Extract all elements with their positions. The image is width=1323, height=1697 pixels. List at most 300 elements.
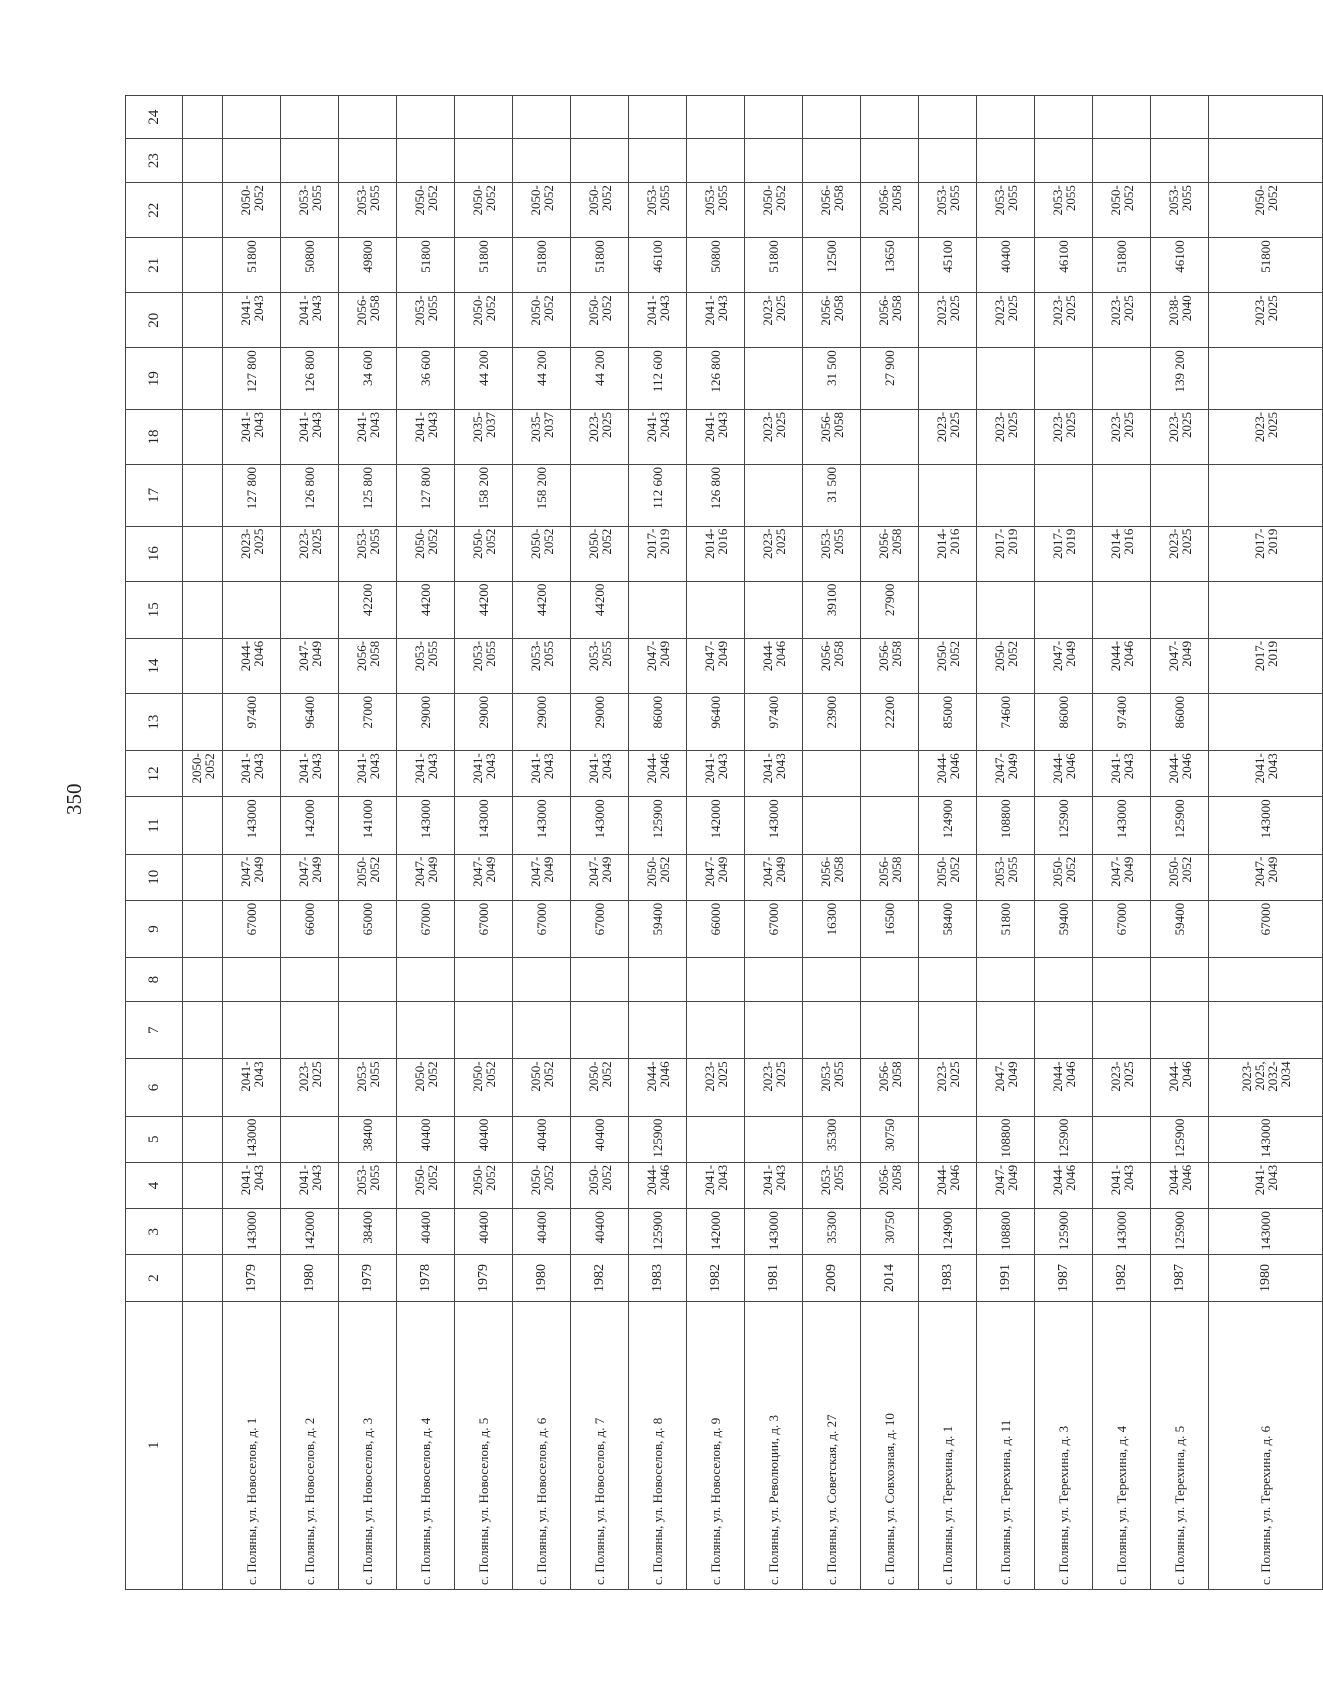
table-row-3-cell-col9: 65000: [339, 900, 397, 957]
table-row-14-cell-col22: 2053- 2055: [977, 183, 1035, 238]
table-row-18-cell-col6: 2023- 2025, 2032- 2034: [1209, 1059, 1323, 1116]
table-row-7-cell-col17: [571, 464, 629, 526]
table-row-4-cell-col17: 127 800: [397, 464, 455, 526]
table-row-3-cell-col19: 34 600: [339, 348, 397, 410]
table-row-17-cell-col9: 59400: [1151, 900, 1209, 957]
table-row-2-cell-col18: 2041- 2043: [281, 409, 339, 464]
table-row-4-cell-col15: 44200: [397, 581, 455, 638]
table-row-7-cell-col21: 51800: [571, 238, 629, 293]
table-row-9: [687, 96, 745, 1590]
table-row-16-cell-col19: [1093, 348, 1151, 410]
table-row-10-cell-col4: 2041- 2043: [745, 1162, 803, 1208]
table-row-1-cell-col16: 2023- 2025: [223, 526, 281, 581]
header-row-cell-col12: 12: [126, 751, 183, 797]
table-row-6-cell-col11: 143000: [513, 797, 571, 854]
subheader-row-cell-col2: [183, 1255, 223, 1301]
table-row-15-cell-col17: [1035, 464, 1093, 526]
table-row-5: [455, 96, 513, 1590]
table-row-3-cell-col22: 2053- 2055: [339, 183, 397, 238]
table-row-16-cell-col23: [1093, 139, 1151, 183]
table-row-15-cell-col12: 2044- 2046: [1035, 751, 1093, 797]
table-row-4-cell-col21: 51800: [397, 238, 455, 293]
table-row-16-cell-col18: 2023- 2025: [1093, 409, 1151, 464]
table-row-12-cell-col11: [861, 797, 919, 854]
table-row-16-cell-col4: 2041- 2043: [1093, 1162, 1151, 1208]
table-row-3-cell-col4: 2053- 2055: [339, 1162, 397, 1208]
table-row-11-cell-col3: 35300: [803, 1209, 861, 1255]
table-row-17-cell-col20: 2038- 2040: [1151, 293, 1209, 348]
table-row-2-cell-col8: [281, 958, 339, 1002]
table-row-17-cell-col5: 125900: [1151, 1116, 1209, 1162]
table-row-6-cell-col15: 44200: [513, 581, 571, 638]
table-row-3-cell-col20: 2056- 2058: [339, 293, 397, 348]
table-row-14-cell-col13: 74600: [977, 693, 1035, 750]
table-row-18-cell-col5: 143000: [1209, 1116, 1323, 1162]
table-row-8-cell-col24: [629, 96, 687, 139]
table-row-4-cell-col19: 36 600: [397, 348, 455, 410]
table-row-10-cell-col18: 2023- 2025: [745, 409, 803, 464]
table-row-9-cell-col10: 2047- 2049: [687, 854, 745, 900]
table-row-1-cell-col1: с. Поляны, ул. Новоселов, д. 1: [223, 1301, 281, 1589]
header-row-cell-col14: 14: [126, 638, 183, 693]
table-row-5-cell-col15: 44200: [455, 581, 513, 638]
table-row-2-cell-col20: 2041- 2043: [281, 293, 339, 348]
table-row-1-cell-col8: [223, 958, 281, 1002]
table-row-7-cell-col3: 40400: [571, 1209, 629, 1255]
table-row-16-cell-col16: 2014- 2016: [1093, 526, 1151, 581]
table-row-4-cell-col13: 29000: [397, 693, 455, 750]
table-row-14-cell-col14: 2050- 2052: [977, 638, 1035, 693]
table-row-18-cell-col13: [1209, 693, 1323, 750]
table-row-6-cell-col23: [513, 139, 571, 183]
table-row-8-cell-col16: 2017- 2019: [629, 526, 687, 581]
table-row-7-cell-col16: 2050- 2052: [571, 526, 629, 581]
table-row-18-cell-col22: 2050- 2052: [1209, 183, 1323, 238]
table-row-18-cell-col1: с. Поляны, ул. Терехина, д. 6: [1209, 1301, 1323, 1589]
table-row-5-cell-col17: 158 200: [455, 464, 513, 526]
table-row-2-cell-col10: 2047- 2049: [281, 854, 339, 900]
table-row-13-cell-col19: [919, 348, 977, 410]
table-row-16-cell-col7: [1093, 1002, 1151, 1059]
table-row-2-cell-col7: [281, 1002, 339, 1059]
table-row-6-cell-col9: 67000: [513, 900, 571, 957]
table-row-16: [1093, 96, 1151, 1590]
table-row-9-cell-col6: 2023- 2025: [687, 1059, 745, 1116]
table-row-2-cell-col1: с. Поляны, ул. Новоселов, д. 2: [281, 1301, 339, 1589]
table-row-9-cell-col3: 142000: [687, 1209, 745, 1255]
table-row-1-cell-col14: 2044- 2046: [223, 638, 281, 693]
table-row-9-cell-col23: [687, 139, 745, 183]
table-row-7-cell-col23: [571, 139, 629, 183]
table-row-1-cell-col24: [223, 96, 281, 139]
table-row-18-cell-col7: [1209, 1002, 1323, 1059]
table-row-17-cell-col1: с. Поляны, ул. Терехина, д. 5: [1151, 1301, 1209, 1589]
table-row-12-cell-col19: 27 900: [861, 348, 919, 410]
table-row-18-cell-col8: [1209, 958, 1323, 1002]
table-row-18-cell-col14: 2017- 2019: [1209, 638, 1323, 693]
table-row-10-cell-col2: 1981: [745, 1255, 803, 1301]
table-row-7-cell-col19: 44 200: [571, 348, 629, 410]
table-row-12-cell-col16: 2056- 2058: [861, 526, 919, 581]
table-row-7-cell-col4: 2050- 2052: [571, 1162, 629, 1208]
table-row-15-cell-col14: 2047- 2049: [1035, 638, 1093, 693]
table-row-13-cell-col4: 2044- 2046: [919, 1162, 977, 1208]
table-row-1-cell-col21: 51800: [223, 238, 281, 293]
table-row-3-cell-col15: 42200: [339, 581, 397, 638]
table-row-10-cell-col11: 143000: [745, 797, 803, 854]
table-row-13-cell-col16: 2014- 2016: [919, 526, 977, 581]
table-row-14-cell-col5: 108800: [977, 1116, 1035, 1162]
table-row-10-cell-col17: [745, 464, 803, 526]
table-row-11-cell-col6: 2053- 2055: [803, 1059, 861, 1116]
table-row-4-cell-col7: [397, 1002, 455, 1059]
table-row-2-cell-col6: 2023- 2025: [281, 1059, 339, 1116]
table-row-10-cell-col16: 2023- 2025: [745, 526, 803, 581]
table-row-8: [629, 96, 687, 1590]
table-row-16-cell-col24: [1093, 96, 1151, 139]
table-row-17-cell-col8: [1151, 958, 1209, 1002]
table-row-4-cell-col1: с. Поляны, ул. Новоселов, д. 4: [397, 1301, 455, 1589]
table-row-12-cell-col10: 2056- 2058: [861, 854, 919, 900]
table-row-15-cell-col5: 125900: [1035, 1116, 1093, 1162]
table-row-13-cell-col11: 124900: [919, 797, 977, 854]
table-row-10-cell-col7: [745, 1002, 803, 1059]
header-row-cell-col2: 2: [126, 1255, 183, 1301]
table-row-18-cell-col19: [1209, 348, 1323, 410]
table-row-9-cell-col21: 50800: [687, 238, 745, 293]
table-row-3-cell-col21: 49800: [339, 238, 397, 293]
table-row-7-cell-col5: 40400: [571, 1116, 629, 1162]
table-row-6-cell-col16: 2050- 2052: [513, 526, 571, 581]
table-row-8-cell-col20: 2041- 2043: [629, 293, 687, 348]
header-row-cell-col1: 1: [126, 1301, 183, 1589]
table-row-11-cell-col1: с. Поляны, ул. Советская, д. 27: [803, 1301, 861, 1589]
header-row-cell-col24: 24: [126, 96, 183, 139]
table-row-7-cell-col24: [571, 96, 629, 139]
table-row-3-cell-col13: 27000: [339, 693, 397, 750]
table-row-6-cell-col17: 158 200: [513, 464, 571, 526]
table-row-18-cell-col24: [1209, 96, 1323, 139]
table-row-2-cell-col17: 126 800: [281, 464, 339, 526]
table-row-18: [1209, 96, 1323, 1590]
table-row-2-cell-col11: 142000: [281, 797, 339, 854]
table-row-9-cell-col8: [687, 958, 745, 1002]
subheader-row-cell-col6: [183, 1059, 223, 1116]
table-row-16-cell-col9: 67000: [1093, 900, 1151, 957]
table-row-5-cell-col3: 40400: [455, 1209, 513, 1255]
table-row-4-cell-col20: 2053- 2055: [397, 293, 455, 348]
table-row-4: [397, 96, 455, 1590]
table-row-5-cell-col6: 2050- 2052: [455, 1059, 513, 1116]
table-row-11-cell-col12: [803, 751, 861, 797]
header-row-cell-col20: 20: [126, 293, 183, 348]
table-row-13-cell-col10: 2050- 2052: [919, 854, 977, 900]
table-row-12-cell-col1: с. Поляны, ул. Совхозная, д. 10: [861, 1301, 919, 1589]
table-row-14-cell-col23: [977, 139, 1035, 183]
table-row-13-cell-col7: [919, 1002, 977, 1059]
table-row-5-cell-col10: 2047- 2049: [455, 854, 513, 900]
table-row-6-cell-col1: с. Поляны, ул. Новоселов, д. 6: [513, 1301, 571, 1589]
table-row-5-cell-col24: [455, 96, 513, 139]
table-row-12-cell-col14: 2056- 2058: [861, 638, 919, 693]
table-row-4-cell-col18: 2041- 2043: [397, 409, 455, 464]
table-row-17: [1151, 96, 1209, 1590]
table-row-14-cell-col18: 2023- 2025: [977, 409, 1035, 464]
table-row-1: [223, 96, 281, 1590]
table-row-11-cell-col9: 16300: [803, 900, 861, 957]
table-row-9-cell-col22: 2053- 2055: [687, 183, 745, 238]
table-row-3-cell-col14: 2056- 2058: [339, 638, 397, 693]
table-row-12-cell-col24: [861, 96, 919, 139]
subheader-row-cell-col12: 2050- 2052: [183, 751, 223, 797]
table-row-9-cell-col7: [687, 1002, 745, 1059]
table-row-1-cell-col13: 97400: [223, 693, 281, 750]
table-row-7-cell-col2: 1982: [571, 1255, 629, 1301]
table-row-10-cell-col12: 2041- 2043: [745, 751, 803, 797]
table-row-7-cell-col8: [571, 958, 629, 1002]
table-row-9-cell-col4: 2041- 2043: [687, 1162, 745, 1208]
table-row-3-cell-col12: 2041- 2043: [339, 751, 397, 797]
table-row-15-cell-col3: 125900: [1035, 1209, 1093, 1255]
table-row-15-cell-col18: 2023- 2025: [1035, 409, 1093, 464]
table-row-11: [803, 96, 861, 1590]
table-row-5-cell-col13: 29000: [455, 693, 513, 750]
header-row-cell-col6: 6: [126, 1059, 183, 1116]
table-row-15-cell-col23: [1035, 139, 1093, 183]
table-row-15-cell-col22: 2053- 2055: [1035, 183, 1093, 238]
table-row-2-cell-col23: [281, 139, 339, 183]
table-row-18-cell-col20: 2023- 2025: [1209, 293, 1323, 348]
table-row-6-cell-col6: 2050- 2052: [513, 1059, 571, 1116]
data-table: [125, 95, 1323, 1590]
table-row-15-cell-col21: 46100: [1035, 238, 1093, 293]
table-row-18-cell-col3: 143000: [1209, 1209, 1323, 1255]
table-row-13-cell-col24: [919, 96, 977, 139]
table-row-11-cell-col18: 2056- 2058: [803, 409, 861, 464]
table-row-8-cell-col6: 2044- 2046: [629, 1059, 687, 1116]
table-row-16-cell-col2: 1982: [1093, 1255, 1151, 1301]
table-row-5-cell-col16: 2050- 2052: [455, 526, 513, 581]
table-row-1-cell-col2: 1979: [223, 1255, 281, 1301]
table-row-4-cell-col4: 2050- 2052: [397, 1162, 455, 1208]
table-row-15-cell-col19: [1035, 348, 1093, 410]
table-row-4-cell-col2: 1978: [397, 1255, 455, 1301]
table-row-2-cell-col16: 2023- 2025: [281, 526, 339, 581]
table-row-13-cell-col20: 2023- 2025: [919, 293, 977, 348]
rotated-table-container: [125, 95, 1323, 1590]
table-row-18-cell-col18: 2023- 2025: [1209, 409, 1323, 464]
subheader-row-cell-col13: [183, 693, 223, 750]
table-row-3-cell-col16: 2053- 2055: [339, 526, 397, 581]
table-row-4-cell-col23: [397, 139, 455, 183]
table-row-10-cell-col22: 2050- 2052: [745, 183, 803, 238]
table-row-4-cell-col5: 40400: [397, 1116, 455, 1162]
table-row-18-cell-col10: 2047- 2049: [1209, 854, 1323, 900]
table-row-12-cell-col8: [861, 958, 919, 1002]
table-row-1-cell-col18: 2041- 2043: [223, 409, 281, 464]
table-row-12-cell-col3: 30750: [861, 1209, 919, 1255]
table-row-15-cell-col13: 86000: [1035, 693, 1093, 750]
table-row-18-cell-col9: 67000: [1209, 900, 1323, 957]
table-row-13-cell-col13: 85000: [919, 693, 977, 750]
table-row-14-cell-col7: [977, 1002, 1035, 1059]
table-row-7-cell-col1: с. Поляны, ул. Новоселов, д. 7: [571, 1301, 629, 1589]
table-row-15-cell-col4: 2044- 2046: [1035, 1162, 1093, 1208]
table-row-14-cell-col16: 2017- 2019: [977, 526, 1035, 581]
table-row-13: [919, 96, 977, 1590]
table-row-14-cell-col21: 40400: [977, 238, 1035, 293]
table-row-6-cell-col7: [513, 1002, 571, 1059]
table-row-5-cell-col7: [455, 1002, 513, 1059]
table-row-15-cell-col15: [1035, 581, 1093, 638]
table-row-12-cell-col21: 13650: [861, 238, 919, 293]
table-row-4-cell-col6: 2050- 2052: [397, 1059, 455, 1116]
table-row-10-cell-col8: [745, 958, 803, 1002]
table-row-10-cell-col14: 2044- 2046: [745, 638, 803, 693]
table-row-9-cell-col16: 2014- 2016: [687, 526, 745, 581]
table-row-10-cell-col1: с. Поляны, ул. Революции, д. 3: [745, 1301, 803, 1589]
table-row-8-cell-col8: [629, 958, 687, 1002]
table-row-13-cell-col18: 2023- 2025: [919, 409, 977, 464]
subheader-row-cell-col17: [183, 464, 223, 526]
header-row-cell-col4: 4: [126, 1162, 183, 1208]
table-row-15-cell-col1: с. Поляны, ул. Терехина, д. 3: [1035, 1301, 1093, 1589]
table-row-13-cell-col5: [919, 1116, 977, 1162]
table-row-6-cell-col3: 40400: [513, 1209, 571, 1255]
table-row-11-cell-col15: 39100: [803, 581, 861, 638]
table-row-14-cell-col1: с. Поляны, ул. Терехина, д. 11: [977, 1301, 1035, 1589]
table-row-12-cell-col17: [861, 464, 919, 526]
table-row-14: [977, 96, 1035, 1590]
table-row-12-cell-col4: 2056- 2058: [861, 1162, 919, 1208]
table-row-10-cell-col19: [745, 348, 803, 410]
table-row-18-cell-col15: [1209, 581, 1323, 638]
header-row-cell-col8: 8: [126, 958, 183, 1002]
table-row-8-cell-col14: 2047- 2049: [629, 638, 687, 693]
table-row-10-cell-col15: [745, 581, 803, 638]
table-row-12-cell-col15: 27900: [861, 581, 919, 638]
table-row-14-cell-col12: 2047- 2049: [977, 751, 1035, 797]
table-row-9-cell-col9: 66000: [687, 900, 745, 957]
table-row-14-cell-col3: 108800: [977, 1209, 1035, 1255]
table-row-7-cell-col12: 2041- 2043: [571, 751, 629, 797]
table-row-9-cell-col19: 126 800: [687, 348, 745, 410]
table-row-16-cell-col12: 2041- 2043: [1093, 751, 1151, 797]
table-row-18-cell-col12: 2041- 2043: [1209, 751, 1323, 797]
table-row-2: [281, 96, 339, 1590]
table-row-12-cell-col20: 2056- 2058: [861, 293, 919, 348]
table-row-17-cell-col12: 2044- 2046: [1151, 751, 1209, 797]
table-row-3: [339, 96, 397, 1590]
table-row-7-cell-col10: 2047- 2049: [571, 854, 629, 900]
table-row-4-cell-col16: 2050- 2052: [397, 526, 455, 581]
table-row-9-cell-col5: [687, 1116, 745, 1162]
table-row-14-cell-col20: 2023- 2025: [977, 293, 1035, 348]
table-row-7-cell-col20: 2050- 2052: [571, 293, 629, 348]
table-row-11-cell-col19: 31 500: [803, 348, 861, 410]
table-row-4-cell-col22: 2050- 2052: [397, 183, 455, 238]
table-row-6-cell-col21: 51800: [513, 238, 571, 293]
table-row-10-cell-col13: 97400: [745, 693, 803, 750]
table-row-11-cell-col5: 35300: [803, 1116, 861, 1162]
table-row-2-cell-col3: 142000: [281, 1209, 339, 1255]
table-row-13-cell-col3: 124900: [919, 1209, 977, 1255]
subheader-row: [183, 96, 223, 1590]
table-row-17-cell-col10: 2050- 2052: [1151, 854, 1209, 900]
table-row-5-cell-col18: 2035- 2037: [455, 409, 513, 464]
table-row-16-cell-col6: 2023- 2025: [1093, 1059, 1151, 1116]
table-row-17-cell-col6: 2044- 2046: [1151, 1059, 1209, 1116]
subheader-row-cell-col10: [183, 854, 223, 900]
table-row-4-cell-col12: 2041- 2043: [397, 751, 455, 797]
table-row-7-cell-col6: 2050- 2052: [571, 1059, 629, 1116]
table-row-11-cell-col10: 2056- 2058: [803, 854, 861, 900]
table-row-14-cell-col11: 108800: [977, 797, 1035, 854]
table-row-12-cell-col13: 22200: [861, 693, 919, 750]
table-row-2-cell-col24: [281, 96, 339, 139]
table-row-10-cell-col24: [745, 96, 803, 139]
table-row-10-cell-col23: [745, 139, 803, 183]
header-row-cell-col21: 21: [126, 238, 183, 293]
table-row-16-cell-col8: [1093, 958, 1151, 1002]
table-row-17-cell-col23: [1151, 139, 1209, 183]
subheader-row-cell-col1: [183, 1301, 223, 1589]
table-row-18-cell-col23: [1209, 139, 1323, 183]
table-row-11-cell-col4: 2053- 2055: [803, 1162, 861, 1208]
table-row-10-cell-col5: [745, 1116, 803, 1162]
table-row-14-cell-col19: [977, 348, 1035, 410]
table-row-5-cell-col20: 2050- 2052: [455, 293, 513, 348]
table-row-1-cell-col5: 143000: [223, 1116, 281, 1162]
table-row-16-cell-col11: 143000: [1093, 797, 1151, 854]
table-row-1-cell-col15: [223, 581, 281, 638]
table-row-8-cell-col2: 1983: [629, 1255, 687, 1301]
table-row-14-cell-col10: 2053- 2055: [977, 854, 1035, 900]
table-row-10-cell-col20: 2023- 2025: [745, 293, 803, 348]
table-row-1-cell-col3: 143000: [223, 1209, 281, 1255]
table-row-6-cell-col12: 2041- 2043: [513, 751, 571, 797]
table-row-15-cell-col2: 1987: [1035, 1255, 1093, 1301]
table-row-18-cell-col4: 2041- 2043: [1209, 1162, 1323, 1208]
table-row-9-cell-col1: с. Поляны, ул. Новоселов, д. 9: [687, 1301, 745, 1589]
table-row-15-cell-col11: 125900: [1035, 797, 1093, 854]
header-row-cell-col19: 19: [126, 348, 183, 410]
table-row-10-cell-col6: 2023- 2025: [745, 1059, 803, 1116]
table-row-5-cell-col12: 2041- 2043: [455, 751, 513, 797]
table-row-4-cell-col8: [397, 958, 455, 1002]
table-row-8-cell-col9: 59400: [629, 900, 687, 957]
table-row-11-cell-col17: 31 500: [803, 464, 861, 526]
table-row-16-cell-col20: 2023- 2025: [1093, 293, 1151, 348]
table-row-11-cell-col21: 12500: [803, 238, 861, 293]
table-row-1-cell-col10: 2047- 2049: [223, 854, 281, 900]
table-row-5-cell-col8: [455, 958, 513, 1002]
table-row-14-cell-col9: 51800: [977, 900, 1035, 957]
table-row-12-cell-col9: 16500: [861, 900, 919, 957]
table-row-11-cell-col22: 2056- 2058: [803, 183, 861, 238]
table-row-17-cell-col7: [1151, 1002, 1209, 1059]
table-row-6-cell-col20: 2050- 2052: [513, 293, 571, 348]
table-row-3-cell-col8: [339, 958, 397, 1002]
table-row-17-cell-col19: 139 200: [1151, 348, 1209, 410]
table-row-10-cell-col21: 51800: [745, 238, 803, 293]
table-row-14-cell-col2: 1991: [977, 1255, 1035, 1301]
table-row-4-cell-col3: 40400: [397, 1209, 455, 1255]
table-row-5-cell-col5: 40400: [455, 1116, 513, 1162]
table-row-6-cell-col5: 40400: [513, 1116, 571, 1162]
table-row-3-cell-col5: 38400: [339, 1116, 397, 1162]
subheader-row-cell-col3: [183, 1209, 223, 1255]
